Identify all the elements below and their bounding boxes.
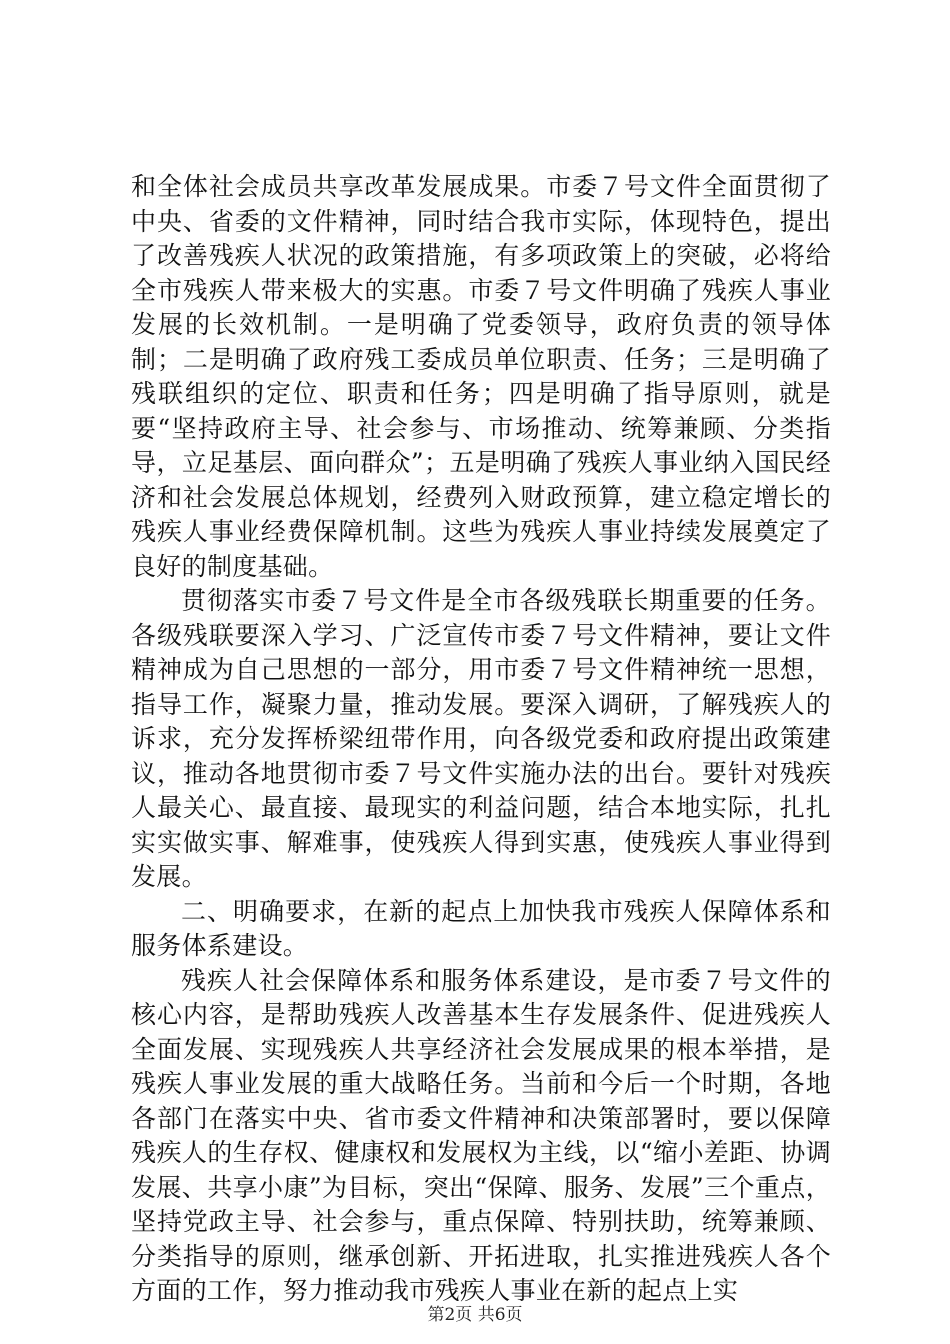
section-heading-2: 二、明确要求，在新的起点上加快我市残疾人保障体系和服务体系建设。 [131, 896, 831, 960]
paragraph-2: 贯彻落实市委７号文件是全市各级残联长期重要的任务。各级残联要深入学习、广泛宣传市委７号文件精神，要让文件精神成为自己思想的一部分，用市委７号文件精神统一思想，指导工作，凝聚力量，推动发展。要深入调研，了解残疾人的诉求，充分发挥桥梁纽带作用，向各级党委和政府提出政策建议，推动各地贯彻市委７号文件实施办法的出台。要针对残疾人最关心、最直接、最现实的利益问题，结合本地实际，扎扎实实做实事、解难事，使残疾人得到实惠，使残疾人事业得到发展。 [131, 586, 831, 891]
page-number-footer: 第2页 共6页 [427, 1305, 523, 1325]
paragraph-3: 残疾人社会保障体系和服务体系建设，是市委７号文件的核心内容，是帮助残疾人改善基本生存发展条件、促进残疾人全面发展、实现残疾人共享经济社会发展成果的根本举措，是残疾人事业发展的重大战略任务。当前和今后一个时期，各地各部门在落实中央、省市委文件精神和决策部署时，要以保障残疾人的生存权、健康权和发展权为主线，以“缩小差距、协调发展、共享小康”为目标，突出“保障、服务、发展”三个重点，坚持党政主导、社会参与，重点保障、特别扶助，统筹兼顾、分类指导的原则，继承创新、开拓进取，扎实推进残疾人各个方面的工作，努力推动我市残疾人事业在新的起点上实 [131, 965, 831, 1305]
paragraph-1: 和全体社会成员共享改革发展成果。市委７号文件全面贯彻了中央、省委的文件精神，同时结合我市实际，体现特色，提出了改善残疾人状况的政策措施，有多项政策上的突破，必将给全市残疾人带来极大的实惠。市委７号文件明确了残疾人事业发展的长效机制。一是明确了党委领导，政府负责的领导体制；二是明确了政府残工委成员单位职责、任务；三是明确了残联组织的定位、职责和任务；四是明确了指导原则，就是要“坚持政府主导、社会参与、市场推动、统筹兼顾、分类指导，立足基层、面向群众”；五是明确了残疾人事业纳入国民经济和社会发展总体规划，经费列入财政预算，建立稳定增长的残疾人事业经费保障机制。这些为残疾人事业持续发展奠定了良好的制度基础。 [131, 172, 831, 581]
document-body [131, 170, 831, 1309]
